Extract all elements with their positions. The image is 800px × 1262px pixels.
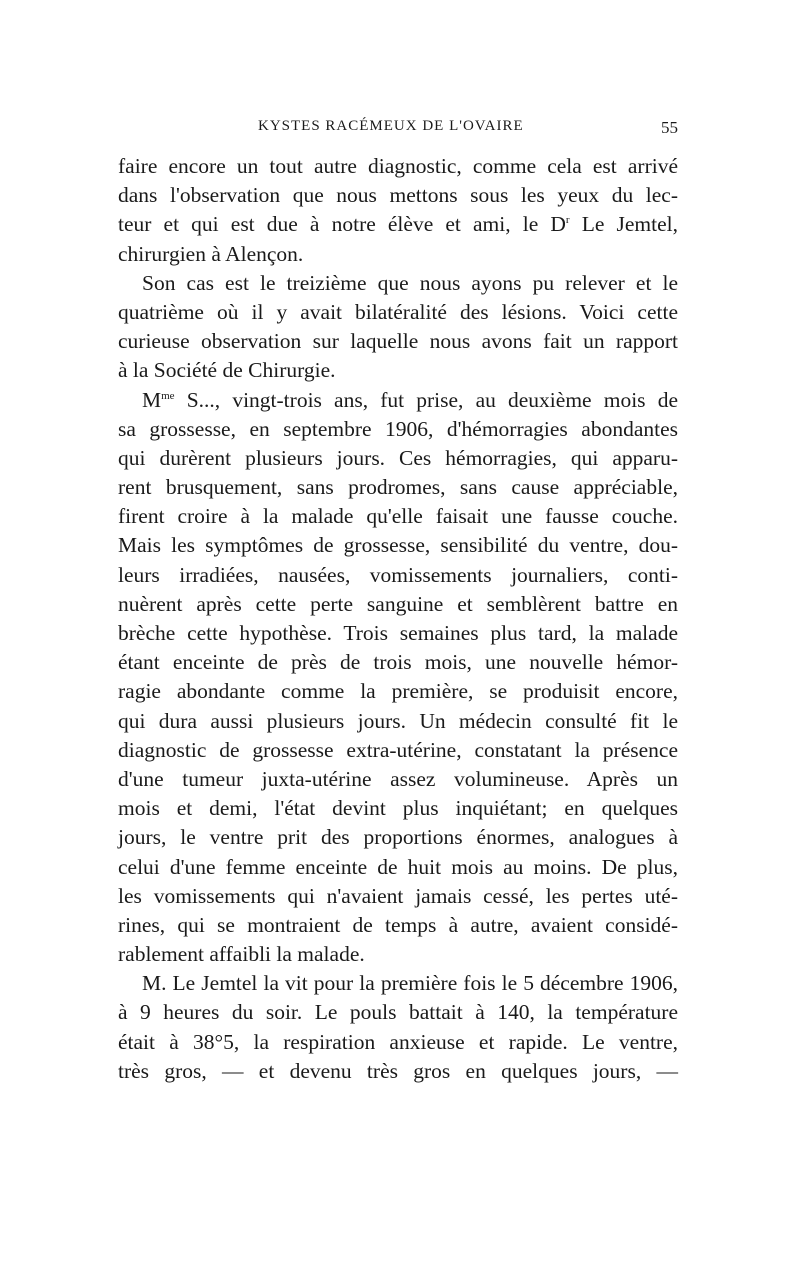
text-line: diagnostic de grossesse extra-utérine, constatant la présence (118, 737, 678, 762)
text-line: sa grossesse, en septembre 1906, d'hémorragies abondantes (118, 416, 678, 441)
text-fragment: M (142, 387, 162, 412)
text-fragment: teur et qui est due à notre élève et ami, le D (118, 212, 566, 237)
text-line (118, 386, 678, 415)
text-line: qui dura aussi plusieurs jours. Un médecin consulté fit le (118, 708, 678, 733)
text-line: faire encore un tout autre diagnostic, comme cela est arrivé (118, 154, 678, 178)
text-line: à 9 heures du soir. Le pouls battait à 140, la température (118, 1000, 678, 1025)
paragraph-4 (118, 969, 678, 1086)
text-line: leurs irradiées, nausées, vomissements journaliers, conti- (118, 562, 678, 587)
text-line: ragie abondante comme la première, se produisit encore, (118, 679, 678, 704)
text-line: chirurgien à Alençon. (118, 241, 304, 266)
text-line: rablement affaibli la malade. (118, 942, 365, 967)
text-line: Mais les symptômes de grossesse, sensibilité du ventre, dou- (118, 533, 678, 558)
text-line: firent croire à la malade qu'elle faisait une fausse couche. (118, 504, 678, 529)
text-line: quatrième où il y avait bilatéralité des lésions. Voici cette (118, 299, 678, 324)
text-line: curieuse observation sur laquelle nous avons fait un rapport (118, 329, 678, 354)
text-line: d'une tumeur juxta-utérine assez volumineuse. Après un (118, 766, 678, 791)
text-line: les vomissements qui n'avaient jamais cessé, les pertes uté- (118, 883, 678, 908)
text-line: dans l'observation que nous mettons sous les yeux du lec- (118, 183, 678, 208)
text-line: nuèrent après cette perte sanguine et semblèrent battre en (118, 591, 678, 616)
text-line: mois et demi, l'état devint plus inquiétant; en quelques (118, 796, 678, 821)
text-line: Son cas est le treizième que nous ayons pu relever et le (142, 270, 678, 295)
paragraph-1 (118, 152, 678, 269)
text-line: rent brusquement, sans prodromes, sans cause appréciable, (118, 475, 678, 500)
running-head (118, 118, 678, 142)
text-line: était à 38°5, la respiration anxieuse et rapide. Le ventre, (118, 1029, 678, 1054)
text-line: celui d'une femme enceinte de huit mois au moins. De plus, (118, 854, 678, 879)
text-line: très gros, — et devenu très gros en quelques jours, — (118, 1058, 678, 1083)
running-title: KYSTES RACÉMEUX DE L'OVAIRE (258, 118, 524, 134)
text-fragment: Le Jemtel, (569, 212, 678, 237)
text-line: étant enceinte de près de trois mois, une nouvelle hémor- (118, 650, 678, 675)
body-text (118, 152, 678, 1086)
text-line: M. Le Jemtel la vit pour la première fois le 5 décembre 1906, (142, 971, 678, 996)
text-line: rines, qui se montraient de temps à autre, avaient considé- (118, 912, 678, 937)
text-line: qui durèrent plusieurs jours. Ces hémorragies, qui apparu- (118, 445, 678, 470)
page-number: 55 (661, 118, 678, 137)
text-line: jours, le ventre prit des proportions énormes, analogues à (118, 825, 678, 850)
superscript: r (565, 214, 570, 227)
superscript: me (161, 389, 175, 402)
text-line: brèche cette hypothèse. Trois semaines plus tard, la malade (118, 621, 678, 645)
text-fragment: S..., vingt-trois ans, fut prise, au deuxième mois de (174, 387, 678, 412)
text-line: à la Société de Chirurgie. (118, 358, 336, 383)
text-line (118, 210, 678, 239)
paragraph-3 (118, 386, 678, 970)
paragraph-2 (118, 269, 678, 386)
